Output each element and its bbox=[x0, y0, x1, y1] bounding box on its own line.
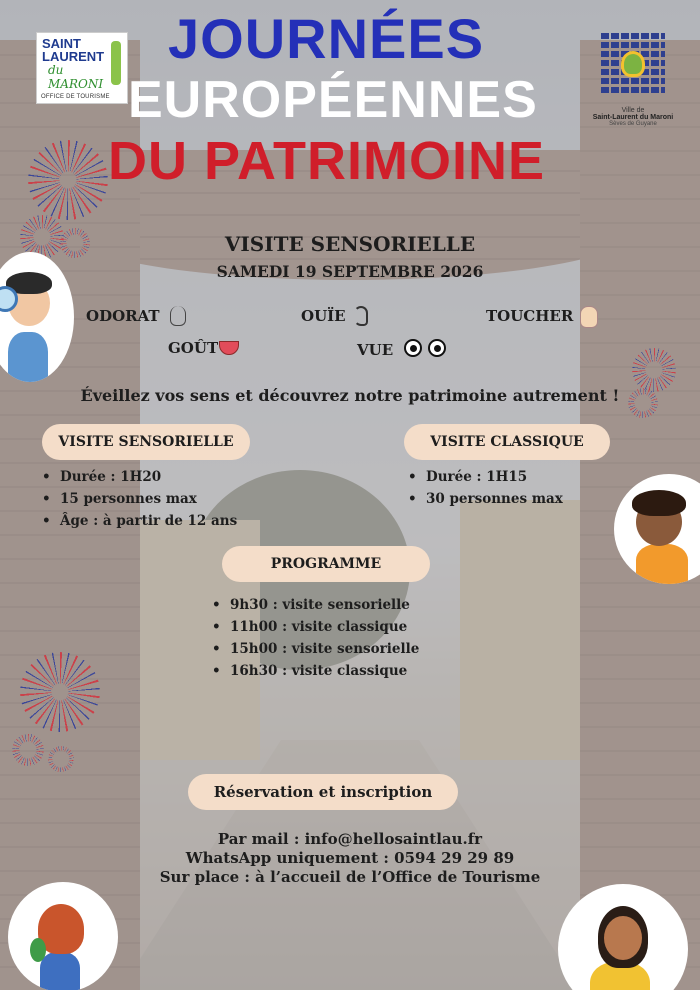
city-logo: Ville de Saint-Laurent du Maroni Sèves de Guyane bbox=[578, 30, 688, 150]
sensory-visit-badge: VISITE SENSORIELLE bbox=[42, 424, 250, 460]
list-item: • Âge : à partir de 12 ans bbox=[42, 510, 237, 532]
firework-icon bbox=[28, 140, 108, 220]
firework-icon bbox=[20, 652, 100, 732]
reservation-badge: Réservation et inscription bbox=[188, 774, 458, 810]
girl-plant-avatar bbox=[8, 882, 118, 990]
event-date: SAMEDI 19 SEPTEMBRE 2026 bbox=[216, 262, 484, 281]
contact-email: Par mail : info@hellosaintlau.fr bbox=[217, 830, 483, 848]
contact-whatsapp: WhatsApp uniquement : 0594 29 29 89 bbox=[185, 849, 515, 867]
title-line-2: EUROPÉENNES bbox=[128, 71, 538, 129]
classic-visit-details bbox=[408, 466, 563, 510]
sense-gout: GOÛT bbox=[168, 339, 219, 357]
sense-odorat: ODORAT bbox=[86, 307, 160, 325]
title-line-3: DU PATRIMOINE bbox=[108, 131, 545, 191]
city-crest-icon bbox=[601, 33, 665, 103]
list-item: • 15h00 : visite sensorielle bbox=[212, 638, 419, 660]
list-item: • Durée : 1H15 bbox=[408, 466, 563, 488]
list-item: • 9h30 : visite sensorielle bbox=[212, 594, 419, 616]
ear-icon bbox=[354, 306, 368, 326]
eye-icon bbox=[428, 339, 446, 357]
tagline: Éveillez vos sens et découvrez notre patrimoine autrement ! bbox=[80, 386, 620, 405]
sense-vue: VUE bbox=[357, 341, 394, 359]
list-item: • 30 personnes max bbox=[408, 488, 563, 510]
firework-icon bbox=[12, 734, 44, 766]
programme-list bbox=[212, 594, 419, 682]
nose-icon bbox=[170, 306, 186, 326]
classic-visit-badge: VISITE CLASSIQUE bbox=[404, 424, 610, 460]
list-item: • 16h30 : visite classique bbox=[212, 660, 419, 682]
title-line-1: JOURNÉES bbox=[168, 7, 485, 70]
visit-subtitle: VISITE SENSORIELLE bbox=[224, 232, 476, 256]
list-item: • 15 personnes max bbox=[42, 488, 237, 510]
hand-icon bbox=[580, 306, 598, 328]
sensory-visit-details bbox=[42, 466, 237, 532]
sense-ouie: OUÏE bbox=[301, 307, 346, 325]
plant-icon bbox=[30, 938, 46, 962]
list-item: • 11h00 : visite classique bbox=[212, 616, 419, 638]
eye-icon bbox=[404, 339, 422, 357]
list-item: • Durée : 1H20 bbox=[42, 466, 237, 488]
contact-onsite: Sur place : à l’accueil de l’Office de Tourisme bbox=[159, 868, 541, 886]
tourism-office-logo: SAINT LAURENT du MARONI OFFICE DE TOURISME bbox=[36, 32, 128, 104]
sense-toucher: TOUCHER bbox=[486, 307, 574, 325]
programme-badge: PROGRAMME bbox=[222, 546, 430, 582]
firework-icon bbox=[48, 746, 74, 772]
